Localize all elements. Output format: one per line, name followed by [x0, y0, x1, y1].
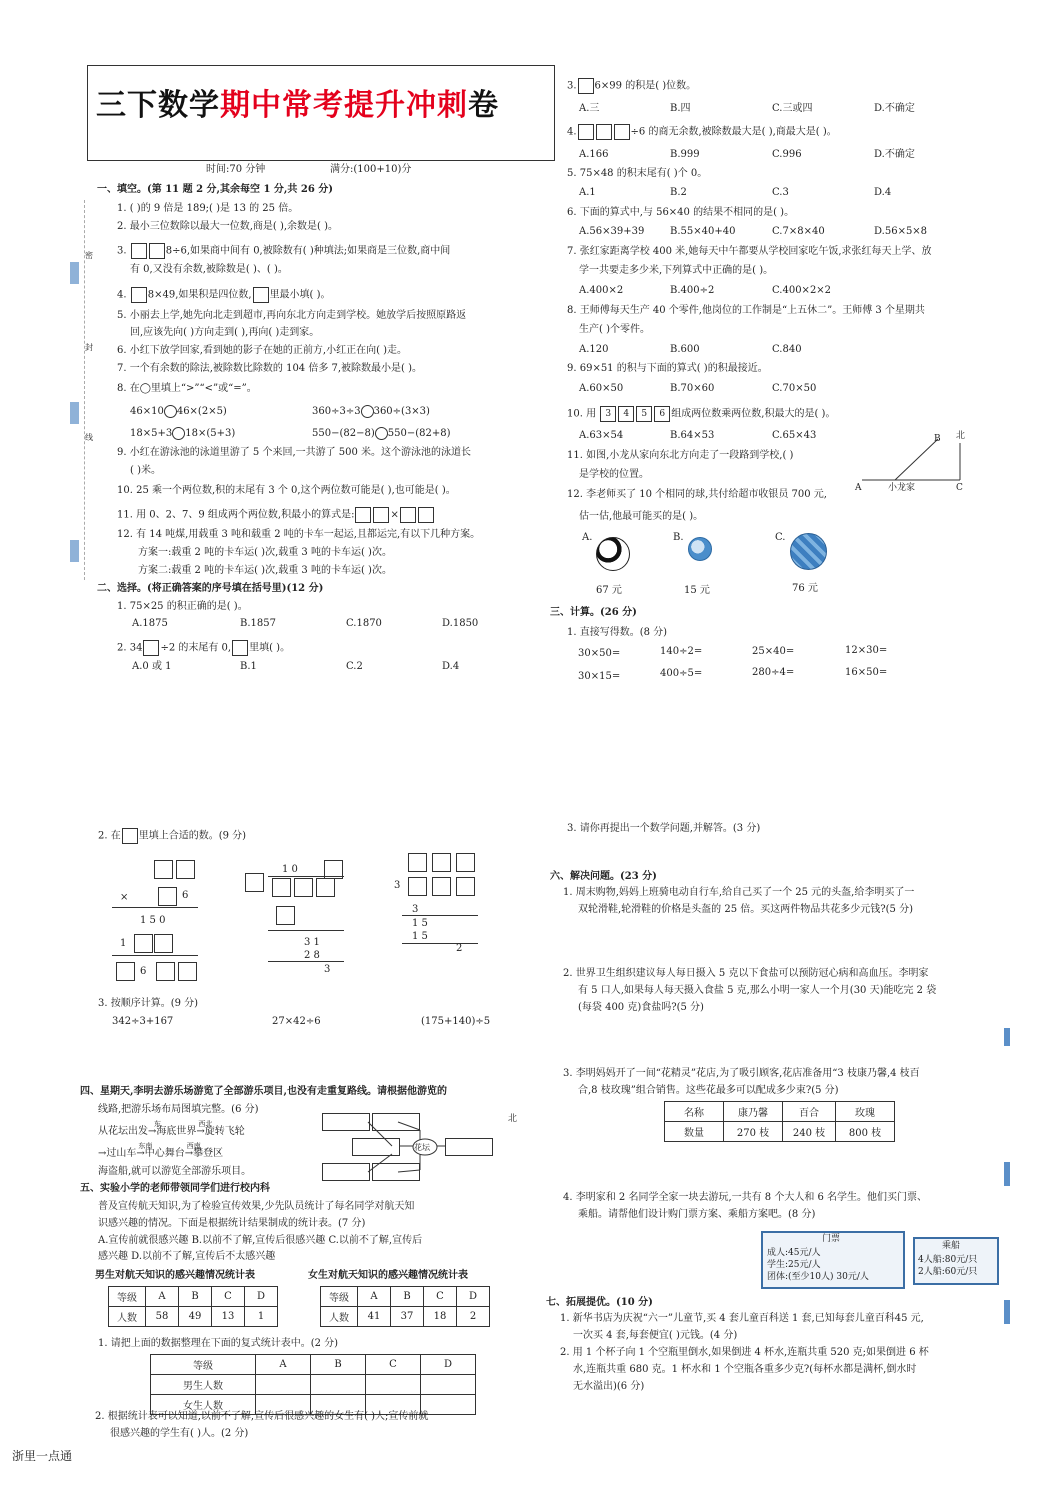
s2-q1-a[interactable]: A.1875	[132, 618, 168, 629]
digit-box[interactable]	[158, 887, 177, 906]
section-1-heading: 一、填空。(第 11 题 2 分,其余每空 1 分,共 26 分)	[97, 184, 334, 195]
boat-title: 乘船	[942, 1241, 961, 1251]
map-north: 北	[956, 431, 966, 441]
v2-line	[268, 930, 344, 931]
s2-q1-b[interactable]: B.1857	[240, 618, 276, 629]
digit-box[interactable]	[154, 934, 173, 953]
side-tag-3	[70, 540, 79, 562]
route-line-3: 海盗船,就可以游览全部游乐项目。	[98, 1166, 252, 1177]
side-tag-2	[70, 402, 79, 424]
map-home: 小龙家	[888, 483, 916, 493]
s2-q12-cont: 估一估,他最可能买的是( )。	[579, 511, 704, 522]
s2-q2-a[interactable]: A.0 或 1	[132, 661, 172, 672]
park-north: 北	[508, 1114, 518, 1124]
answer-box[interactable]	[418, 507, 434, 523]
ticket-student: 学生:25元/人	[767, 1260, 821, 1270]
s2-q10: 10. 用 3 4 5 6 组成两位数乘两位数,积最大的是( )。	[567, 406, 835, 422]
s2-q4-d[interactable]: D.不确定	[874, 149, 915, 160]
s2-q6-b[interactable]: B.55×40+40	[670, 226, 736, 237]
s2-q6-d[interactable]: D.56×5×8	[874, 226, 928, 237]
s5-q1: 1. 请把上面的数据整理在下面的复式统计表中。(2 分)	[98, 1338, 339, 1349]
boat-four: 4人船:80元/只	[918, 1255, 978, 1265]
v1-r1: 1 5 0	[140, 915, 166, 926]
v2-mid: 3 1	[304, 937, 320, 948]
ticket-adult: 成人:45元/人	[767, 1248, 821, 1258]
calc-1[interactable]: 342÷3+167	[112, 1016, 174, 1027]
s6-q2: 2. 世界卫生组织建议每人每日摄入 5 克以下食盐可以预防冠心病和高血压。李明家	[563, 968, 929, 979]
fill-cell[interactable]	[421, 1375, 476, 1395]
s2-q10-b[interactable]: B.64×53	[670, 430, 715, 441]
s6-q1: 1. 周末购物,妈妈上班骑电动自行车,给自己买了一个 25 元的头盔,给李明买了一	[563, 887, 915, 898]
oral-2[interactable]: 140÷2=	[660, 646, 703, 657]
s2-q8-a[interactable]: A.120	[579, 344, 609, 355]
s2-q4-b[interactable]: B.999	[670, 149, 700, 160]
map-c: C	[956, 483, 963, 493]
s1-q8-d: 550−(82−8) 550−(82+8)	[312, 428, 451, 439]
s2-q7-a[interactable]: A.400×2	[579, 285, 624, 296]
s5-h4: A.宣传前就很感兴趣 B.以前不了解,宣传后很感兴趣 C.以前不了解,宣传后	[98, 1235, 423, 1246]
digit-box[interactable]	[156, 962, 175, 981]
answer-box[interactable]	[131, 243, 147, 259]
digit-box[interactable]	[178, 962, 197, 981]
s2-q1-c[interactable]: C.1870	[346, 618, 382, 629]
digit-card: 6	[654, 406, 670, 422]
s2-q12-c-letter: C.	[775, 532, 786, 543]
oral-4[interactable]: 12×30=	[845, 645, 888, 656]
edge-tab	[1004, 1162, 1010, 1186]
s6-q3: 3. 李明妈妈开了一间“花精灵”花店,为了吸引顾客,花店准备用“3 枝康乃馨,4 枝百	[563, 1068, 920, 1079]
s1-q8-b: 360÷3÷3 360÷(3×3)	[312, 406, 430, 417]
footer-brand: 浙里一点通	[12, 1449, 73, 1463]
answer-box[interactable]	[578, 78, 594, 94]
s2-q12-a-price: 67 元	[596, 585, 622, 596]
v3-l3: 1 5	[412, 931, 428, 942]
oral-6[interactable]: 400÷5=	[660, 668, 703, 679]
s1-q1: 1. ( )的 9 倍是 189;( )是 13 的 25 倍。	[117, 203, 299, 214]
s2-q3-a[interactable]: A.三	[579, 103, 600, 114]
v3-l4: 2	[456, 943, 463, 954]
s1-q12-plan2: 方案二:载重 2 吨的卡车运( )次,载重 3 吨的卡车运( )次。	[138, 565, 392, 576]
s2-q5: 5. 75×48 的积末尾有( )个 0。	[567, 168, 708, 179]
s2-q7: 7. 张红家距离学校 400 米,她每天中午都要从学校回家吃午饭,求张红每天上学、放	[567, 246, 932, 257]
s2-q2-b[interactable]: B.1	[240, 661, 257, 672]
answer-box[interactable]	[614, 124, 630, 140]
s2-q4-c[interactable]: C.996	[772, 149, 802, 160]
s6-q1-cont: 双轮滑鞋,轮滑鞋的价格是头盔的 25 倍。买这两件物品共花多少元钱?(5 分)	[578, 904, 913, 915]
page-title: 三下数学期中常考提升冲刺卷	[96, 88, 499, 123]
v1-r2: 1	[120, 938, 127, 949]
route-line-2: →过山车 东南 →中心舞台 西南 →攀登区	[98, 1142, 224, 1159]
answer-box[interactable]	[149, 243, 165, 259]
edge-tab	[1004, 1028, 1010, 1046]
s2-q3-c[interactable]: C.三或四	[772, 103, 813, 114]
s6-q2-cont2: (每袋 400 克)食盐吗?(5 分)	[578, 1002, 704, 1013]
s6-q4: 4. 李明家和 2 名同学全家一块去游玩,一共有 8 个大人和 6 名学生。他们买门票、	[563, 1192, 928, 1203]
s3-q2: 2. 在 里填上合适的数。(9 分)	[98, 828, 246, 844]
compare-circle[interactable]	[375, 427, 388, 440]
digit-box[interactable]	[272, 878, 291, 897]
flower-table: 名称 康乃馨 百合 玫瑰 数量 270 枝 240 枝 800 枝	[664, 1101, 895, 1142]
soccer-ball-icon[interactable]	[596, 537, 630, 571]
answer-box[interactable]	[122, 828, 138, 844]
s2-q7-c[interactable]: C.400×2×2	[772, 285, 832, 296]
basketball-icon[interactable]	[790, 533, 827, 570]
digit-box[interactable]	[134, 934, 153, 953]
exam-score: 满分:(100+10)分	[330, 164, 412, 175]
s2-q9-c[interactable]: C.70×50	[772, 383, 817, 394]
boat-two: 2人船:60元/只	[918, 1267, 978, 1277]
s3-q1: 1. 直接写得数。(8 分)	[567, 627, 668, 638]
small-ball-icon[interactable]	[688, 537, 712, 561]
s5-h5: 感兴趣 D.以前不了解,宣传后不太感兴趣	[98, 1251, 276, 1262]
map-b: B	[934, 434, 941, 444]
park-paths	[320, 1110, 500, 1190]
ticket-title: 门票	[822, 1234, 841, 1244]
s6-q3-cont: 合,8 枝玫瑰”组合销售。这些花最多可以配成多少束?(5 分)	[578, 1085, 839, 1096]
v3-l2: 1 5	[412, 918, 428, 929]
s2-q8-cont: 生产( )个零件。	[579, 324, 650, 335]
fill-cell[interactable]	[421, 1395, 476, 1415]
s1-q7: 7. 一个有余数的除法,被除数比除数的 104 倍多 7,被除数最小是( )。	[117, 363, 423, 374]
v2-bot: 3	[324, 964, 331, 975]
calc-2[interactable]: 27×42÷6	[272, 1016, 321, 1027]
v1-d6: 6	[182, 890, 189, 901]
digit-box[interactable]	[432, 877, 451, 896]
v2-bracket	[268, 876, 344, 877]
s7-q2-cont2: 无水溢出)(6 分)	[573, 1381, 645, 1392]
s2-q12-b-letter: B.	[673, 532, 684, 543]
s1-q6: 6. 小红下放学回家,看到她的影子在她的正前方,小红正在向( )走。	[117, 345, 408, 356]
boys-table: 等级 A B C D 人数 58 49 13 1	[108, 1286, 278, 1327]
edge-tab	[1004, 1300, 1010, 1324]
digit-box[interactable]	[276, 906, 295, 925]
seal-mi: 密	[85, 251, 93, 260]
s1-q3-cont: 有 0,又没有余数,被除数是( )、( )。	[130, 264, 288, 275]
s1-q9-cont: ( )米。	[130, 465, 161, 476]
v1-d6b: 6	[140, 966, 147, 977]
s2-q12-c-price: 76 元	[792, 583, 818, 594]
s1-q10: 10. 25 乘一个两位数,积的末尾有 3 个 0,这个两位数可能是( ),也可能是( )。	[117, 485, 456, 496]
compare-circle[interactable]	[172, 427, 185, 440]
s2-q12: 12. 李老师买了 10 个相同的球,共付给超市收银员 700 元,	[567, 489, 827, 500]
s2-q2: 2. 34 ÷2 的末尾有 0, 里填( )。	[117, 640, 290, 656]
exam-time: 时间:70 分钟	[206, 164, 266, 175]
compare-circle[interactable]	[164, 405, 177, 418]
s3-q3: 3. 按顺序计算。(9 分)	[98, 998, 199, 1009]
fill-cell[interactable]	[311, 1375, 366, 1395]
s1-q5: 5. 小丽去上学,她先向北走到超市,再向东北方向走到学校。她放学后按照原路返	[117, 310, 467, 321]
compare-circle[interactable]	[361, 405, 374, 418]
section-4-heading: 四、星期天,李明去游乐场游览了全部游乐项目,也没有走重复路线。请根据他游览的	[80, 1086, 447, 1097]
s2-q10-a[interactable]: A.63×54	[579, 430, 624, 441]
s6-q2-cont: 有 5 口人,如果每人每天摄入食盐 5 克,那么小明一家人一个月(30 天)能吃完 2 袋	[578, 985, 937, 996]
digit-card: 5	[636, 406, 652, 422]
s2-q1: 1. 75×25 的积正确的是( )。	[117, 601, 248, 612]
s1-q4: 4. 8×49,如果积是四位数, 里最小填( )。	[117, 287, 331, 303]
s1-q12: 12. 有 14 吨煤,用载重 3 吨和载重 2 吨的卡车一起运,且都运完,有以下几种方案。	[117, 529, 481, 540]
s2-q12-a-letter: A.	[582, 532, 593, 543]
s2-q2-d[interactable]: D.4	[442, 661, 460, 672]
s2-q8-c[interactable]: C.840	[772, 344, 802, 355]
s5-h3: 识感兴趣的情况。下面是根据统计结果制成的统计表。(7 分)	[98, 1218, 366, 1229]
girls-table: 等级 A B C D 人数 41 37 18 2	[320, 1286, 490, 1327]
digit-card: 4	[618, 406, 634, 422]
v2-top: 1 0	[282, 864, 298, 875]
v3-l1: 3	[412, 904, 419, 915]
answer-box[interactable]	[578, 124, 594, 140]
digit-box[interactable]	[408, 877, 427, 896]
s2-q11-cont: 是学校的位置。	[579, 469, 649, 480]
seal-xian: 线	[85, 433, 93, 442]
s2-q7-b[interactable]: B.400÷2	[670, 285, 715, 296]
fill-cell[interactable]	[256, 1375, 311, 1395]
seal-feng: 封	[85, 343, 93, 352]
s1-q8-a: 46×10 46×(2×5)	[130, 406, 227, 417]
digit-box[interactable]	[176, 860, 195, 879]
oral-7[interactable]: 280÷4=	[752, 667, 795, 678]
s2-q1-d[interactable]: D.1850	[442, 618, 479, 629]
digit-box[interactable]	[316, 878, 335, 897]
s2-q11: 11. 如图,小龙从家向东北方向走了一段路到学校,( )	[567, 450, 794, 461]
v2-mid2: 2 8	[304, 950, 320, 961]
section-7-heading: 七、拓展提优。(10 分)	[546, 1297, 653, 1308]
side-tag-1	[70, 262, 79, 284]
map-ob-line	[895, 439, 938, 480]
v3-line2	[402, 943, 478, 944]
s2-q6: 6. 下面的算式中,与 56×40 的结果不相同的是( )。	[567, 207, 795, 218]
digit-box[interactable]	[408, 853, 427, 872]
answer-box[interactable]	[143, 640, 159, 656]
s2-q9-a[interactable]: A.60×50	[579, 383, 624, 394]
s2-q3-d[interactable]: D.不确定	[874, 103, 915, 114]
digit-box[interactable]	[456, 877, 475, 896]
answer-box[interactable]	[400, 507, 416, 523]
section-5-heading: 五、实验小学的老师带领同学们进行校内科	[80, 1183, 270, 1194]
digit-box[interactable]	[432, 853, 451, 872]
v2-line2	[268, 961, 344, 962]
s2-q8-b[interactable]: B.600	[670, 344, 700, 355]
girls-table-title: 女生对航天知识的感兴趣情况统计表	[308, 1270, 468, 1281]
oral-5[interactable]: 30×15=	[578, 671, 621, 682]
digit-box[interactable]	[294, 878, 313, 897]
route-line-1: 从花坛出发 东 →海底世界 西北 →旋转飞轮	[98, 1120, 245, 1137]
s2-q8: 8. 王师傅每天生产 40 个零件,他岗位的工作制是“上五休二”。王师傅 3 个星期共	[567, 305, 925, 316]
answer-box[interactable]	[596, 124, 612, 140]
s2-q7-cont: 学一共要走多少米,下列算式中正确的是( )。	[579, 265, 774, 276]
section-2-heading: 二、选择。(将正确答案的序号填在括号里)(12 分)	[97, 583, 324, 594]
map-a: A	[855, 483, 862, 493]
oral-1[interactable]: 30×50=	[578, 648, 621, 659]
s3-q3-right: 3. 请你再提出一个数学问题,并解答。(3 分)	[567, 823, 761, 834]
v3-line	[402, 915, 478, 916]
answer-box[interactable]	[232, 640, 248, 656]
digit-box[interactable]	[245, 873, 264, 892]
s2-q6-c[interactable]: C.7×8×40	[772, 226, 825, 237]
fill-cell[interactable]	[366, 1375, 421, 1395]
s5-q2: 2. 根据统计表可以知道,以前不了解,宣传后很感兴趣的女生有( )人;宣传前就	[95, 1411, 429, 1422]
digit-box[interactable]	[116, 962, 135, 981]
s2-q3: 3. 6×99 的积是( )位数。	[567, 78, 696, 94]
boys-table-title: 男生对航天知识的感兴趣情况统计表	[95, 1270, 255, 1281]
s2-q5-b[interactable]: B.2	[670, 187, 687, 198]
v1-line	[112, 907, 198, 908]
s6-q4-cont: 乘船。请帮他们设计购门票方案、乘船方案吧。(8 分)	[578, 1209, 816, 1220]
digit-box[interactable]	[456, 853, 475, 872]
s7-q1-cont: 一次买 4 套,每套便宜( )元钱。(4 分)	[573, 1330, 738, 1341]
section-6-heading: 六、解决问题。(23 分)	[550, 871, 657, 882]
s2-q12-b-price: 15 元	[684, 585, 710, 596]
digit-card: 3	[600, 406, 616, 422]
combined-table: 等级 A B C D 男生人数 女生人数	[150, 1354, 476, 1415]
s1-q2: 2. 最小三位数除以最大一位数,商是( ),余数是( )。	[117, 221, 339, 232]
s1-q5-cont: 回,应该先向( )方向走到( ),再向( )走到家。	[130, 327, 320, 338]
s4-heading-cont: 线路,把游乐场布局图填完整。(6 分)	[98, 1104, 259, 1115]
answer-box[interactable]	[253, 287, 269, 303]
s7-q1: 1. 新华书店为庆祝“六一”儿童节,买 4 套儿童百科送 1 套,已知每套儿童百科45 元,	[560, 1313, 924, 1324]
s5-q2-cont: 很感兴趣的学生有( )人。(2 分)	[110, 1428, 249, 1439]
s2-q5-a[interactable]: A.1	[579, 187, 596, 198]
ticket-group: 团体:(至少10人) 30元/人	[767, 1272, 869, 1282]
s1-q3: 3. 8÷6,如果商中间有 0,被除数有( )种填法;如果商是三位数,商中间	[117, 243, 450, 259]
s1-q11: 11. 用 0、2、7、9 组成两个两位数,积最小的算式是: ×	[117, 507, 435, 523]
digit-box[interactable]	[154, 860, 173, 879]
s2-q10-c[interactable]: C.65×43	[772, 430, 817, 441]
s5-h2: 普及宣传航天知识,为了检验宣传效果,少先队员统计了每名同学对航天知	[98, 1201, 415, 1212]
s7-q2: 2. 用 1 个杯子向 1 个空瓶里倒水,如果倒进 4 杯水,连瓶共重 520 克;如果倒进 6 杯	[560, 1347, 929, 1358]
answer-box[interactable]	[373, 507, 389, 523]
s2-q2-c[interactable]: C.2	[346, 661, 363, 672]
s2-q5-d[interactable]: D.4	[874, 187, 892, 198]
s1-q8-c: 18×5+3 18×(5+3)	[130, 428, 236, 439]
oral-3[interactable]: 25×40=	[752, 646, 795, 657]
s1-q9: 9. 小红在游泳池的泳道里游了 5 个来回,一共游了 500 米。这个游泳池的泳道长	[117, 447, 472, 458]
answer-box[interactable]	[355, 507, 371, 523]
v3-three: 3	[394, 880, 401, 891]
s2-q5-c[interactable]: C.3	[772, 187, 789, 198]
calc-3[interactable]: (175+140)÷5	[421, 1016, 491, 1027]
v1-mul: ×	[120, 892, 129, 903]
v1-line2	[112, 955, 198, 956]
section-3-heading: 三、计算。(26 分)	[550, 607, 637, 618]
oral-8[interactable]: 16×50=	[845, 667, 888, 678]
s7-q2-cont: 水,连瓶共重 680 克。1 杯水和 1 个空瓶各重多少克?(每杯水都是满杯,倒水时	[573, 1364, 917, 1375]
s2-q9: 9. 69×51 的积与下面的算式( )的积最接近。	[567, 363, 768, 374]
s2-q3-b[interactable]: B.四	[670, 103, 691, 114]
s2-q4-a[interactable]: A.166	[579, 149, 609, 160]
answer-box[interactable]	[131, 287, 147, 303]
s1-q12-plan1: 方案一:载重 2 吨的卡车运( )次,载重 3 吨的卡车运( )次。	[138, 547, 392, 558]
park-center: 花坛	[414, 1143, 430, 1152]
s2-q6-a[interactable]: A.56×39+39	[579, 226, 645, 237]
s1-q8: 8. 在◯里填上“>”“<”或“=”。	[117, 383, 257, 394]
s2-q9-b[interactable]: B.70×60	[670, 383, 715, 394]
s2-q4: 4. ÷6 的商无余数,被除数最大是( ),商最大是( )。	[567, 124, 837, 140]
